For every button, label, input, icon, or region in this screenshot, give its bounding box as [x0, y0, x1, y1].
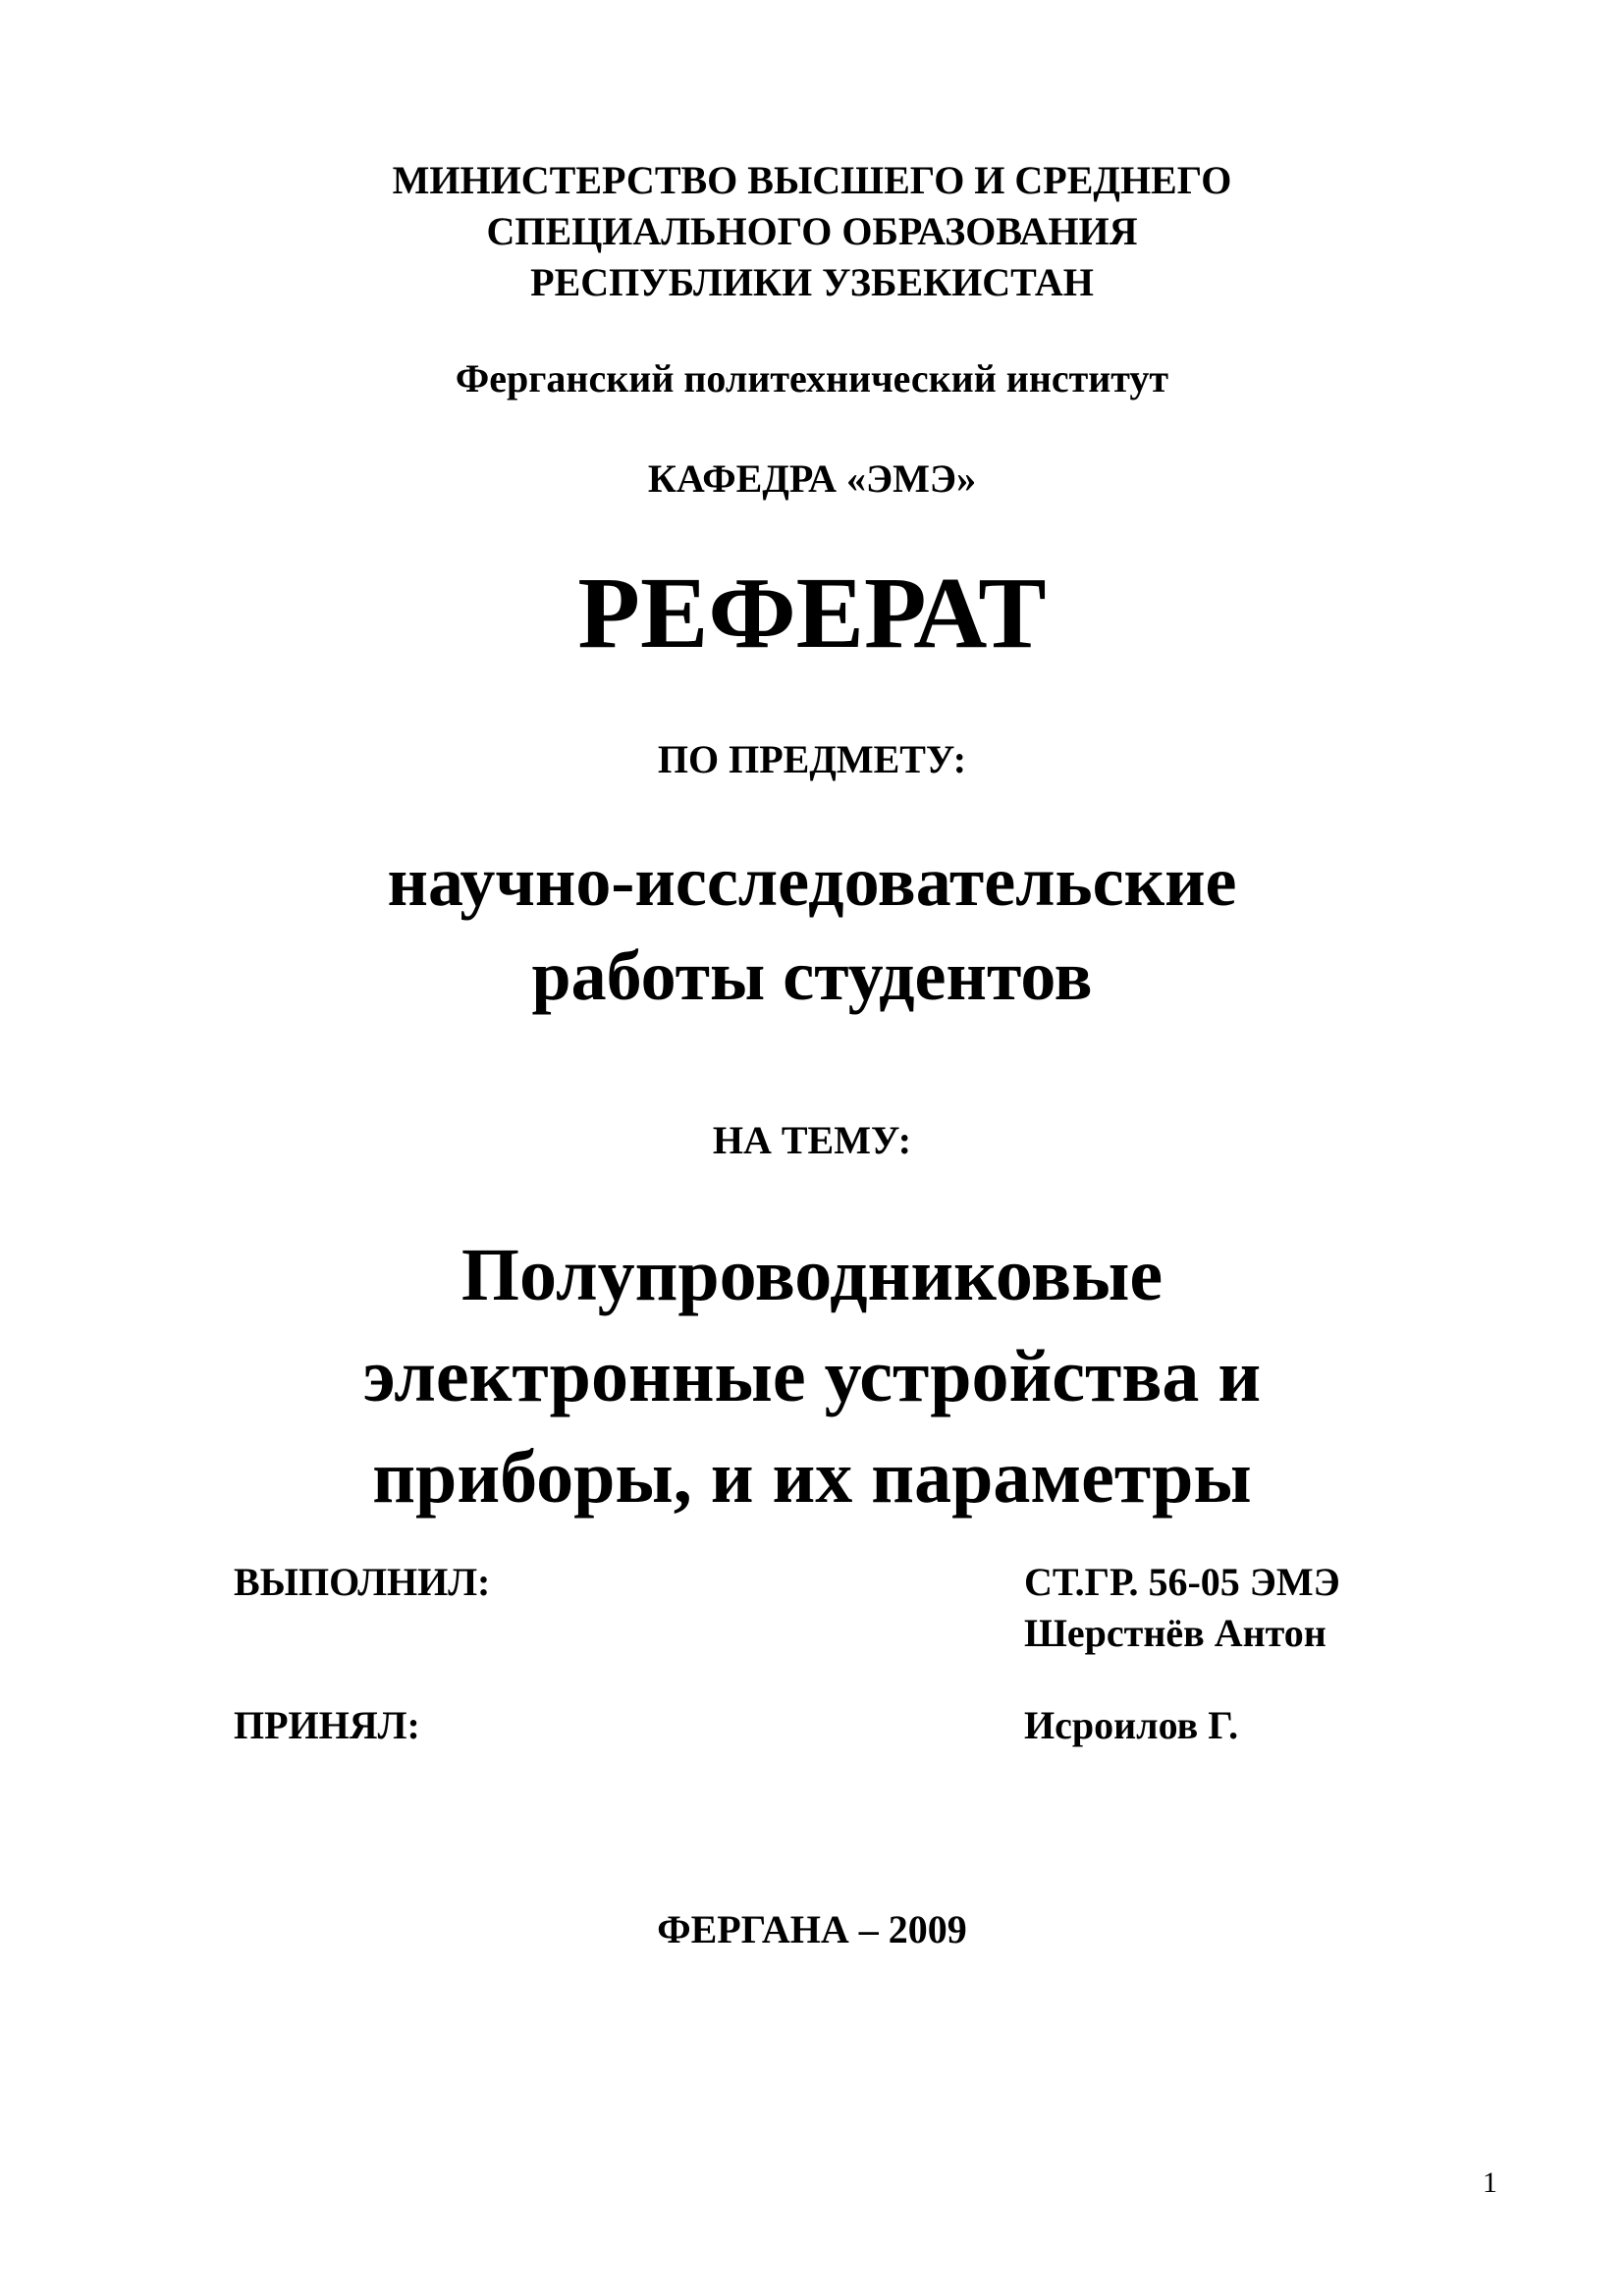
institute-name: Ферганский политехнический институт: [455, 356, 1169, 400]
subject-label: ПО ПРЕДМЕТУ:: [657, 737, 967, 781]
performer-label: ВЫПОЛНИЛ:: [234, 1560, 491, 1604]
document-type-title: РЕФЕРАТ: [577, 557, 1047, 669]
accepter-label: ПРИНЯЛ:: [234, 1703, 420, 1747]
topic-line: электронные устройства и: [362, 1335, 1262, 1417]
subject-title: [0, 834, 1624, 1023]
subject-line: научно-исследовательские: [387, 842, 1237, 921]
performer-group: СТ.ГР. 56-05 ЭМЭ: [1024, 1560, 1340, 1604]
performer-value: [1024, 1557, 1340, 1659]
performer-name: Шерстнёв Антон: [1024, 1611, 1326, 1655]
topic-line: Полупроводниковые: [460, 1234, 1164, 1316]
subject-line: работы студентов: [531, 936, 1093, 1015]
ministry-heading: [0, 155, 1624, 308]
topic-label: НА ТЕМУ:: [712, 1118, 912, 1162]
ministry-line: МИНИСТЕРСТВО ВЫСШЕГО И СРЕДНЕГО: [392, 158, 1232, 202]
accepter-name: Исроилов Г.: [1024, 1703, 1239, 1747]
department-name: КАФЕДРА «ЭМЭ»: [647, 456, 977, 501]
city-year: ФЕРГАНА – 2009: [657, 1907, 967, 1951]
ministry-line: РЕСПУБЛИКИ УЗБЕКИСТАН: [530, 260, 1094, 304]
ministry-line: СПЕЦИАЛЬНОГО ОБРАЗОВАНИЯ: [486, 209, 1138, 253]
page-number: 1: [1483, 2166, 1497, 2199]
topic-line: приборы, и их параметры: [372, 1436, 1252, 1519]
topic-title: [0, 1225, 1624, 1528]
